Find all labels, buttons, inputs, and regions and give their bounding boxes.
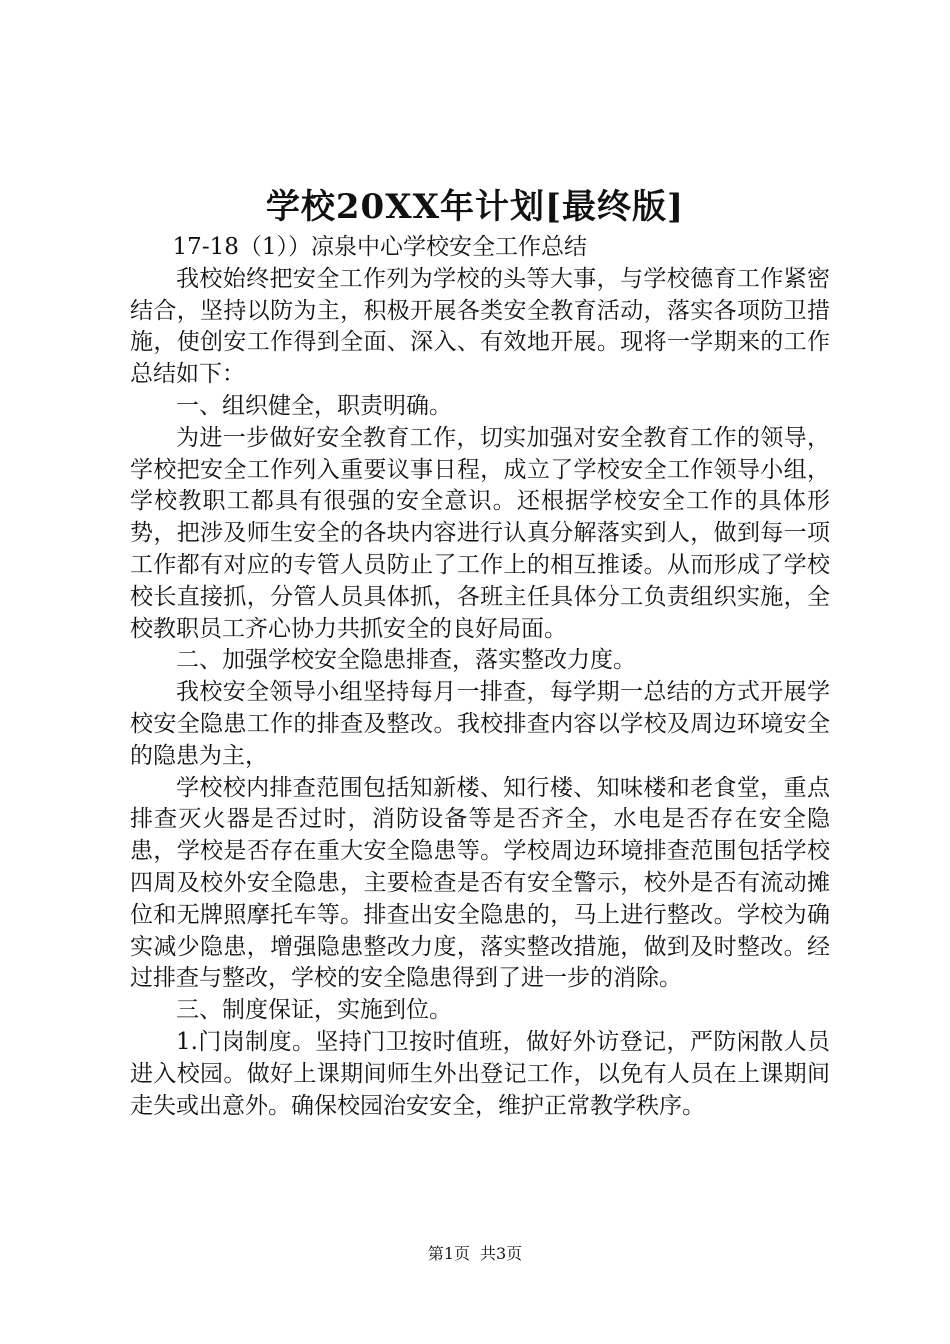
page-footer bbox=[0, 1243, 950, 1265]
section-2-paragraph-2: 学校校内排查范围包括知新楼、知行楼、知味楼和老食堂，重点排查灭火器是否过时，消防设备等是否齐全，水电是否存在安全隐患，学校是否存在重大安全隐患等。学校周边环境排查范围包括学校四周及校外安全隐患，主要检查是否有安全警示，校外是否有流动摊位和无牌照摩托车等。排查出安全隐患的，马上进行整改。学校为确实减少隐患，增强隐患整改力度，落实整改措施，做到及时整改。经过排查与整改，学校的安全隐患得到了进一步的消除。 bbox=[130, 774, 830, 992]
page-total: 共3页 bbox=[480, 1244, 523, 1263]
section-heading-2: 二、加强学校安全隐患排查，落实整改力度。 bbox=[176, 647, 636, 674]
page-number: 第1页 bbox=[427, 1244, 470, 1263]
section-1-paragraph: 为进一步做好安全教育工作，切实加强对安全教育工作的领导，学校把安全工作列入重要议事日程，成立了学校安全工作领导小组，学校教职工都具有很强的安全意识。还根据学校安全工作的具体形势，把涉及师生安全的各块内容进行认真分解落实到人，做到每一项工作都有对应的专管人员防止了工作上的相互推诿。从而形成了学校校长直接抓，分管人员具体抓，各班主任具体分工负责组织实施，全校教职员工齐心协力共抓安全的良好局面。 bbox=[130, 424, 830, 642]
document-title: 学校20XX年计划[最终版] bbox=[265, 187, 685, 227]
section-heading-3: 三、制度保证，实施到位。 bbox=[176, 997, 452, 1024]
section-2-paragraph-1: 我校安全领导小组坚持每月一排查，每学期一总结的方式开展学校安全隐患工作的排查及整改。我校排查内容以学校及周边环境安全的隐患为主， bbox=[130, 679, 830, 769]
subtitle-paragraph: 17-18（1））凉泉中心学校安全工作总结 bbox=[172, 234, 587, 260]
section-heading-1: 一、组织健全，职责明确。 bbox=[176, 392, 452, 419]
section-3-paragraph-1: 1.门岗制度。坚持门卫按时值班，做好外访登记，严防闲散人员进入校园。做好上课期间师生外出登记工作，以免有人员在上课期间走失或出意外。确保校园治安安全，维护正常教学秩序。 bbox=[130, 1028, 830, 1119]
intro-paragraph: 我校始终把安全工作列为学校的头等大事，与学校德育工作紧密结合，坚持以防为主，积极开展各类安全教育活动，落实各项防卫措施，使创安工作得到全面、深入、有效地开展。现将一学期来的工作总结如下： bbox=[130, 265, 830, 388]
document-body bbox=[130, 232, 830, 1122]
